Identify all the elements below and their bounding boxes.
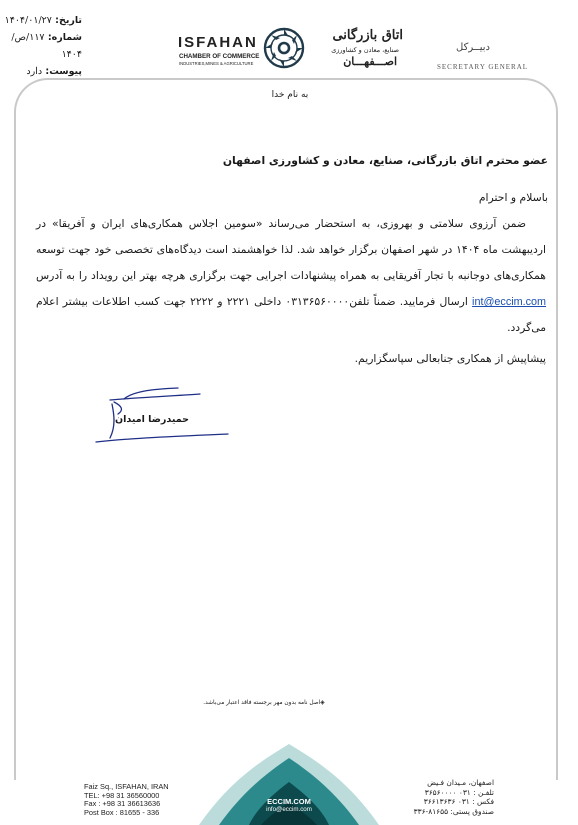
chamber-logo xyxy=(178,24,403,74)
date-value: ۱۴۰۴/۰۱/۲۷ xyxy=(4,15,52,26)
number-row xyxy=(4,29,82,63)
date-row xyxy=(4,12,82,29)
attachment-value: دارد xyxy=(26,66,43,77)
secretary-title-fa: دبیــرکل xyxy=(456,42,490,53)
number-label: شماره: xyxy=(47,32,82,43)
footer-fax-en: Fax : +98 31 36613636 xyxy=(84,799,161,809)
date-label: تاریخ: xyxy=(55,15,82,26)
footer-contact-en xyxy=(84,783,184,817)
logo-fa-line2: اصـــفهـــان xyxy=(343,55,397,68)
footer-pobox-en: Post Box : 81655 - 336 xyxy=(84,807,160,817)
footer-email[interactable]: info@eccim.com xyxy=(266,806,312,813)
validity-footnote: ◈اصل نامه بدون مهر برجسته فاقد اعتبار می‌باشد. xyxy=(203,700,325,706)
signatory-name: حمیدرضا امیدان xyxy=(115,414,189,425)
logo-en-line1: CHAMBER OF COMMERCE xyxy=(179,53,260,60)
footer-address-en: Faiz Sq., ISFAHAN, IRAN xyxy=(84,782,169,791)
greeting: باسلام و احترام xyxy=(478,191,548,204)
contact-email-link[interactable]: int@eccim.com xyxy=(472,296,547,308)
footer-website[interactable]: ECCIM.COM xyxy=(267,797,311,806)
footer-contact-fa xyxy=(398,778,494,816)
footer-tel-en: TEL: +98 31 36560000 xyxy=(84,790,160,800)
body-text-part2: ارسال فرمایید. ضمناً تلفن۰۳۱۳۶۵۶۰۰۰۰ داخلی ۲۲۲۱ و ۲۲۲۲ جهت کسب اطلاعات بیشتر اعلام می‌گردد. xyxy=(36,295,546,334)
recipient-line: عضو محترم اتاق بازرگانی، صنایع، معادن و کشاورزی اصفهان xyxy=(222,154,548,167)
body-text-part1: ضمن آرزوی سلامتی و بهروزی، به استحضار می‌رساند «سومین اجلاس همکاری‌های ایران و آفریقا» در اردیبهشت ماه ۱۴۰۴ در شهر اصفهان برگزار خواهد شد. لذا خواهشمند است دیدگاه‌های تخصصی خود جهت توسعه همکاری‌های دوجانبه با تجار آفریقایی به همراه پیشنهادات اجرایی جهت برگزاری هرچه بهتر این رویداد را به آدرس xyxy=(36,217,546,282)
footer-pobox-fa: صندوق پستی: ۸۱۶۵۵-۳۳۶ xyxy=(413,806,494,816)
footer-fax-fa: فکس : ۰۳۱ ۳۶۶۱۳۶۳۶ xyxy=(423,797,494,806)
number-value: ۱۱۷/ص/۱۴۰۴ xyxy=(11,32,82,60)
basmala: به نام خدا xyxy=(271,90,309,100)
logo-en-title: ISFAHAN xyxy=(178,34,258,51)
letter-meta xyxy=(4,12,82,80)
attachment-label: پیوست: xyxy=(45,66,82,77)
logo-fa-line1: صنایع، معادن و کشاورزی xyxy=(331,46,399,54)
chamber-emblem-icon xyxy=(262,26,306,70)
logo-fa-title: اتاق بازرگانی xyxy=(332,28,403,43)
footer-tel-fa: تلفـن : ۰۳۱ ۳۶۵۶۰۰۰۰ xyxy=(424,787,494,797)
closing-line: پیشاپیش از همکاری جنابعالی سپاسگزاریم. xyxy=(354,352,546,365)
footer-address-fa: اصفهان، مـیدان فـیض xyxy=(427,778,494,787)
logo-en-line2: INDUSTRIES,MINES & AGRICULTURE xyxy=(179,61,254,66)
secretary-title-en: SECRETARY GENERAL xyxy=(437,63,529,71)
letter-body xyxy=(36,211,546,341)
